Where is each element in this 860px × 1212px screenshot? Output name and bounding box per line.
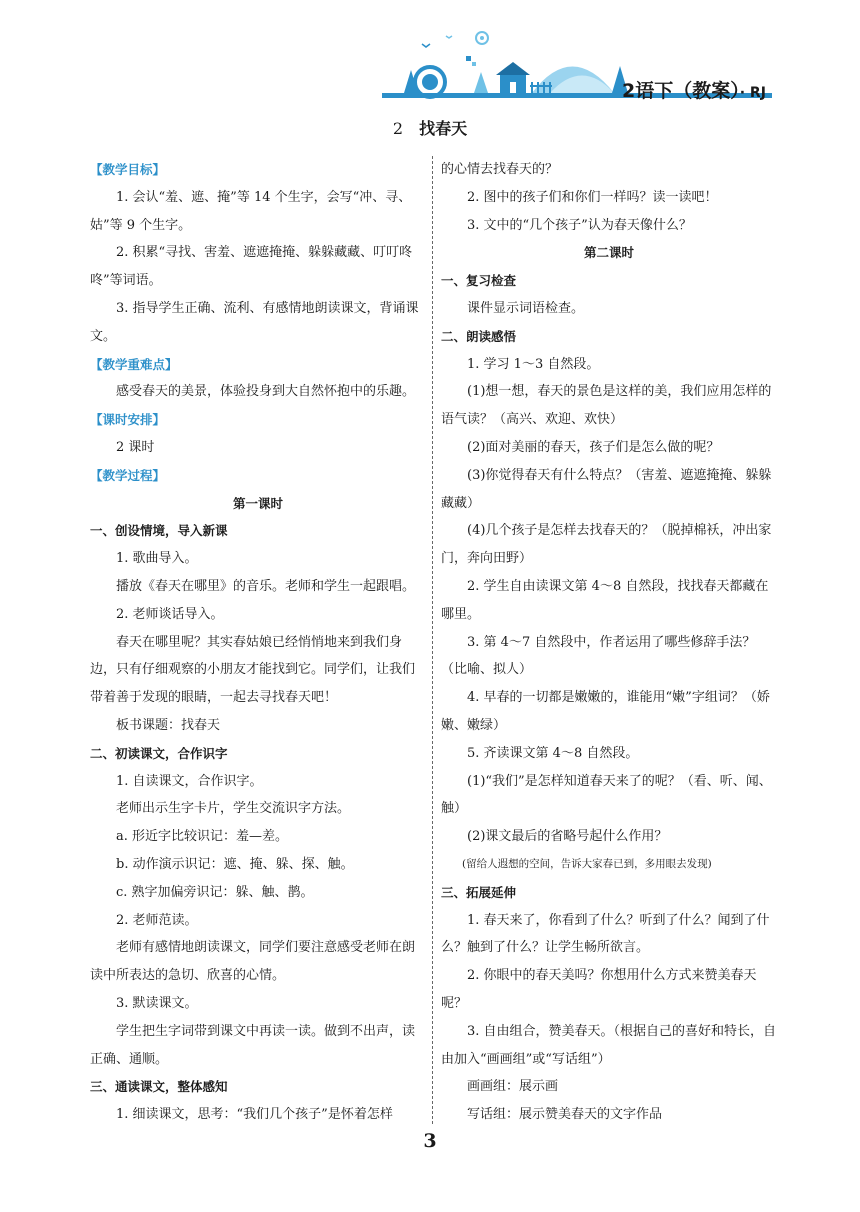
right-paragraph: 课件显示词语检查。	[467, 300, 585, 316]
left-paragraph: a. 形近字比较识记：羞—差。	[116, 829, 289, 845]
left-paragraph: 1. 歌曲导入。	[116, 551, 198, 567]
left-paragraph: 1. 自读课文，合作识字。	[116, 773, 263, 789]
left-paragraph: 感受春天的美景，体验投身到大自然怀抱中的乐趣。	[116, 384, 416, 400]
right-paragraph: 写话组：展示赞美春天的文字作品	[467, 1107, 663, 1123]
left-paragraph: 板书课题：找春天	[116, 717, 221, 733]
lesson-number: 2	[392, 119, 404, 138]
right-paragraph: (2)面对美丽的春天，孩子们是怎么做的呢？	[467, 439, 720, 455]
right-paragraph: 3. 文中的“几个孩子”认为春天像什么？	[467, 217, 692, 233]
left-paragraph: 【教学过程】	[90, 467, 166, 483]
left-paragraph: 2. 老师谈话导入。	[116, 606, 224, 622]
left-paragraph: 春天在哪里呢？其实春姑娘已经悄悄地来到我们身边，只有仔细观察的小朋友才能找到它。同学们，让我们带着善于发现的眼睛，一起去寻找春天吧！	[90, 634, 416, 706]
edition-label: · RJ	[739, 85, 766, 101]
right-paragraph: (4)几个孩子是怎样去找春天的？（脱掉棉袄，冲出家门，奔向田野）	[441, 523, 772, 567]
right-paragraph: 的心情去找春天的？	[441, 162, 559, 177]
left-paragraph: 学生把生字词带到课文中再读一读。做到不出声，读正确、通顺。	[90, 1023, 416, 1067]
left-paragraph: c. 熟字加偏旁识记：躲、触、鹊。	[116, 884, 314, 900]
left-paragraph: 1. 细读课文，思考：“我们几个孩子”是怀着怎样	[116, 1107, 393, 1123]
right-paragraph: 1. 学习 1～3 自然段。	[467, 356, 600, 372]
right-paragraph: 一、复习检查	[441, 273, 517, 289]
right-paragraph: 三、拓展延伸	[441, 884, 517, 900]
left-paragraph: 第一课时	[232, 495, 283, 511]
right-paragraph: 第二课时	[583, 245, 634, 261]
page-number: 3	[423, 1130, 437, 1152]
left-paragraph: 【教学重难点】	[90, 356, 178, 372]
right-paragraph: (留给人遐想的空间，告诉大家春已到，多用眼去发现)	[462, 857, 712, 870]
right-paragraph: 1. 春天来了，你看到了什么？听到了什么？闻到了什么？触到了什么？让学生畅所欲言。	[441, 912, 770, 956]
left-paragraph: 2. 老师范读。	[116, 912, 198, 928]
left-paragraph: 老师出示生字卡片，学生交流识字方法。	[116, 801, 351, 817]
left-column	[90, 156, 426, 1129]
left-paragraph: b. 动作演示识记：遮、掩、躲、探、触。	[116, 856, 354, 872]
right-paragraph: (1)想一想，春天的景色是这样的美，我们应用怎样的语气读？（高兴、欢迎、欢快）	[441, 384, 772, 428]
right-paragraph: 5. 齐读课文第 4～8 自然段。	[467, 745, 639, 761]
left-paragraph: 老师有感情地朗读课文，同学们要注意感受老师在朗读中所表达的急切、欣喜的心情。	[90, 940, 416, 984]
lesson-title	[0, 116, 860, 139]
page-header	[382, 22, 772, 102]
grade-label	[622, 76, 766, 103]
right-paragraph: 3. 第 4～7 自然段中，作者运用了哪些修辞手法？（比喻、拟人）	[441, 634, 756, 678]
right-paragraph: (1)“我们”是怎样知道春天来了的呢？（看、听、闻、触）	[441, 773, 772, 817]
left-paragraph: 播放《春天在哪里》的音乐。老师和学生一起跟唱。	[116, 578, 416, 594]
right-paragraph: 画画组：展示画	[467, 1079, 559, 1095]
right-paragraph: 3. 自由组合，赞美春天。（根据自己的喜好和特长，自由加入“画画组”或“写话组”）	[441, 1023, 777, 1067]
left-paragraph: 2. 积累“寻找、害羞、遮遮掩掩、躲躲藏藏、叮叮咚咚”等词语。	[90, 245, 413, 289]
right-paragraph: 2. 你眼中的春天美吗？你想用什么方式来赞美春天呢？	[441, 968, 757, 1011]
grade-label-text: 2语下（教案）	[622, 80, 740, 102]
right-paragraph: (3)你觉得春天有什么特点？（害羞、遮遮掩掩、躲躲藏藏）	[441, 467, 772, 511]
right-paragraph: 4. 早春的一切都是嫩嫩的，谁能用“嫩”字组词？（娇嫩、嫩绿）	[441, 690, 770, 733]
right-paragraph: 2. 学生自由读课文第 4～8 自然段，找找春天都藏在哪里。	[441, 578, 769, 622]
left-paragraph: 【课时安排】	[90, 412, 166, 428]
left-paragraph: 【教学目标】	[90, 162, 166, 177]
right-paragraph: 二、朗读感悟	[441, 328, 517, 344]
column-divider	[432, 156, 433, 1124]
left-paragraph: 3. 指导学生正确、流利、有感情地朗读课文，背诵课文。	[90, 300, 419, 344]
left-paragraph: 1. 会认“羞、遮、掩”等 14 个生字，会写“冲、寻、姑”等 9 个生字。	[90, 189, 412, 233]
left-paragraph: 3. 默读课文。	[116, 995, 198, 1011]
left-paragraph: 2 课时	[116, 439, 155, 455]
left-paragraph: 二、初读课文，合作识字	[90, 745, 228, 761]
right-column	[441, 156, 777, 1129]
lesson-title-text: 找春天	[419, 119, 468, 138]
right-paragraph: (2)课文最后的省略号起什么作用？	[467, 829, 668, 845]
left-paragraph: 一、创设情境，导入新课	[90, 523, 228, 539]
right-paragraph: 2. 图中的孩子们和你们一样吗？读一读吧！	[467, 189, 718, 205]
left-paragraph: 三、通读课文，整体感知	[90, 1079, 228, 1095]
